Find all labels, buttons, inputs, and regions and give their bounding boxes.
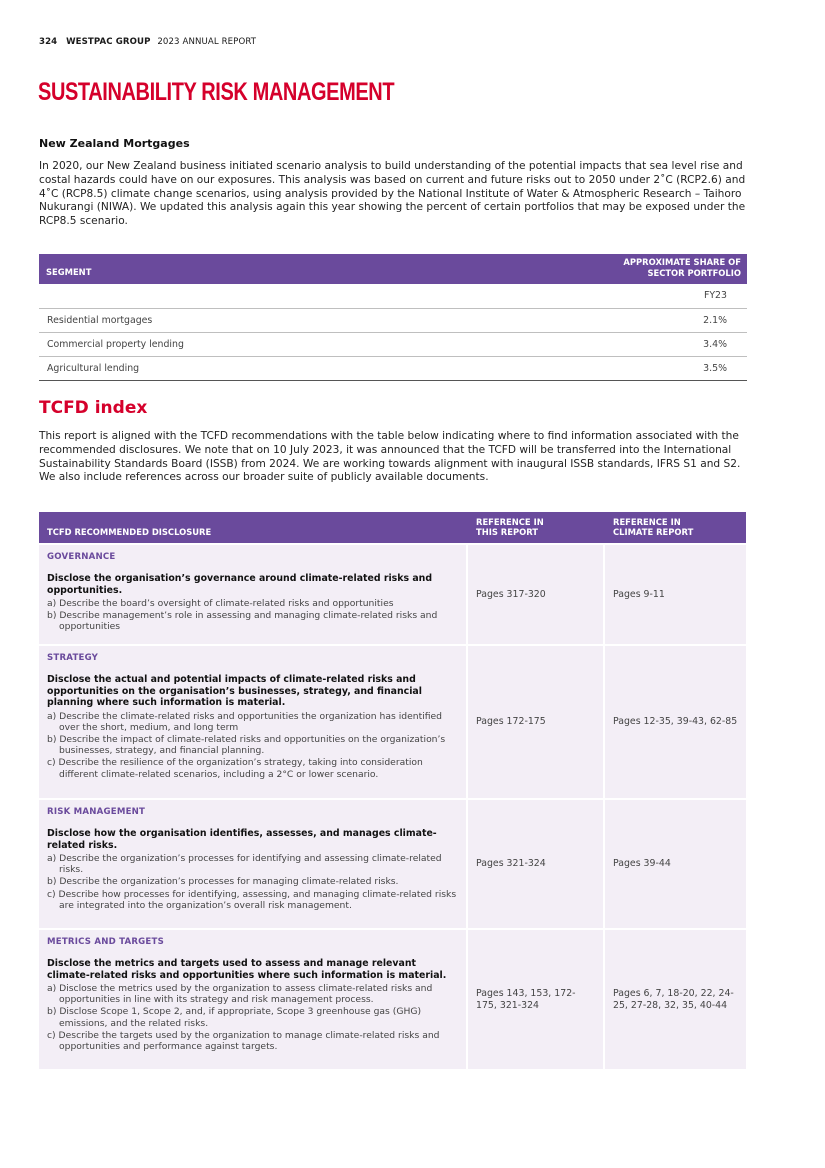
- tcfd-table-header: [39, 512, 746, 543]
- table-row: [39, 543, 746, 644]
- climate-report-reference: Pages 6, 7, 18-20, 22, 24-25, 27-28, 32, 35, 40-44: [605, 928, 746, 1069]
- climate-report-header-line1: REFERENCE IN: [613, 517, 681, 527]
- table-row: [39, 332, 747, 356]
- this-report-reference: Pages 317-320: [468, 543, 605, 644]
- climate-report-header-line2: CLIMATE REPORT: [613, 527, 694, 537]
- segment-table-header: [39, 254, 747, 284]
- company-name: WESTPAC GROUP: [66, 37, 151, 47]
- climate-report-reference: Pages 12-35, 39-43, 62-85: [605, 644, 746, 798]
- this-report-reference: Pages 143, 153, 172-175, 321-324: [468, 928, 605, 1069]
- disclosure-cell: [39, 928, 468, 1069]
- segment-name: Agricultural lending: [39, 356, 434, 380]
- this-report-header-line2: THIS REPORT: [476, 527, 538, 537]
- disclosure-column-header: TCFD RECOMMENDED DISCLOSURE: [39, 512, 468, 543]
- disclosure-lead: Disclose the actual and potential impacts of climate-related risks and opportunities on the organisation’s businesses, strategy, and financial planning where such information is material.: [47, 674, 422, 708]
- tcfd-index-table: [39, 512, 746, 1069]
- disclosure-lead: Disclose the organisation’s governance around climate-related risks and opportunities.: [47, 573, 433, 596]
- disclosure-item: b) Describe the organization’s processes for managing climate-related risks.: [47, 876, 399, 888]
- nz-mortgages-paragraph: In 2020, our New Zealand business initiated scenario analysis to build understanding of the potential impacts that sea level rise and costal hazards could have on our exposures. This analysis was based on current and future risks out to 2050 under 2˚C (RCP2.6) and 4˚C (RCP8.5) climate change scenarios, using analysis provided by the National Institute of Water & Atmospheric Research – Taihoro Nukurangi (NIWA). We updated this analysis again this year showing the percent of certain portfolios that may be exposed under the RCP8.5 scenario.: [39, 160, 746, 228]
- disclosure-item: b) Describe the impact of climate-related risks and opportunities on the organization’s businesses, strategy, and financial planning.: [47, 733, 446, 757]
- disclosure-item: a) Describe the organization’s processes for identifying and assessing climate-related risks.: [47, 853, 442, 876]
- disclosure-lead: Disclose how the organisation identifies, assesses, and manages climate-related risks.: [47, 828, 437, 851]
- disclosure-item: c) Describe the resilience of the organization’s strategy, taking into consideration different climate-related scenarios, including a 2°C or lower scenario.: [47, 757, 423, 780]
- table-row: [39, 928, 746, 1069]
- disclosure-item: a) Describe the climate-related risks and opportunities the organization has identified over the short, medium, and long term: [47, 710, 442, 733]
- segment-table: [39, 254, 747, 381]
- segment-value: 3.4%: [434, 332, 747, 356]
- table-row: [39, 356, 747, 380]
- disclosure-lead: Disclose the metrics and targets used to assess and manage relevant climate-related risks and opportunities where such information is material.: [47, 958, 447, 981]
- disclosure-cell: [39, 644, 468, 798]
- disclosure-item: a) Disclose the metrics used by the organization to assess climate-related risks and opportunities in line with its strategy and risk management process.: [47, 983, 433, 1006]
- climate-report-column-header: [605, 512, 746, 543]
- running-header: [39, 37, 256, 47]
- year-label: FY23: [434, 284, 747, 308]
- segment-column-header: SEGMENT: [39, 254, 434, 284]
- disclosure-item: b) Disclose Scope 1, Scope 2, and, if appropriate, Scope 3 greenhouse gas (GHG) emissions, and the related risks.: [47, 1006, 422, 1029]
- disclosure-item: b) Describe management’s role in assessing and managing climate-related risks and opportunities: [47, 610, 438, 633]
- share-header-line2: SECTOR PORTFOLIO: [647, 268, 741, 278]
- disclosure-cell: [39, 543, 468, 644]
- segment-name: Residential mortgages: [39, 308, 434, 332]
- climate-report-reference: Pages 9-11: [605, 543, 746, 644]
- page-number: 324: [39, 37, 58, 47]
- nz-mortgages-heading: New Zealand Mortgages: [39, 137, 190, 150]
- table-row: [39, 798, 746, 928]
- disclosure-item: c) Describe how processes for identifying, assessing, and managing climate-related risks are integrated into the organization’s overall risk management.: [47, 888, 457, 911]
- tcfd-paragraph: This report is aligned with the TCFD recommendations with the table below indicating where to find information associated with the recommended disclosures. We note that on 10 July 2023, it was announced that the TCFD will be transferred into the International Sustainability Standards Board (ISSB) from 2024. We are working towards alignment with inaugural ISSB standards, IFRS S1 and S2. We also include references across our broader suite of publicly available documents.: [39, 430, 741, 484]
- disclosure-item: a) Describe the board’s oversight of climate-related risks and opportunities: [47, 598, 394, 609]
- disclosure-cell: [39, 798, 468, 928]
- tcfd-heading: TCFD index: [39, 398, 148, 418]
- segment-name: Commercial property lending: [39, 332, 434, 356]
- table-row: [39, 308, 747, 332]
- disclosure-item: c) Describe the targets used by the organization to manage climate-related risks and opportunities and performance against targets.: [47, 1029, 440, 1053]
- category-label: STRATEGY: [47, 653, 99, 663]
- category-label: RISK MANAGEMENT: [47, 807, 146, 817]
- report-name: 2023 ANNUAL REPORT: [157, 37, 257, 47]
- share-column-header: [434, 254, 747, 284]
- year-row: [39, 284, 747, 308]
- table-row: [39, 644, 746, 798]
- year-row-spacer: [39, 284, 434, 308]
- category-label: METRICS AND TARGETS: [47, 937, 164, 947]
- climate-report-reference: Pages 39-44: [605, 798, 746, 928]
- category-label: GOVERNANCE: [47, 552, 116, 562]
- segment-value: 2.1%: [434, 308, 747, 332]
- share-header-line1: APPROXIMATE SHARE OF: [623, 257, 741, 267]
- segment-value: 3.5%: [434, 356, 747, 380]
- this-report-column-header: [468, 512, 605, 543]
- this-report-header-line1: REFERENCE IN: [476, 517, 544, 527]
- page-title: SUSTAINABILITY RISK MANAGEMENT: [38, 78, 395, 106]
- this-report-reference: Pages 172-175: [468, 644, 605, 798]
- this-report-reference: Pages 321-324: [468, 798, 605, 928]
